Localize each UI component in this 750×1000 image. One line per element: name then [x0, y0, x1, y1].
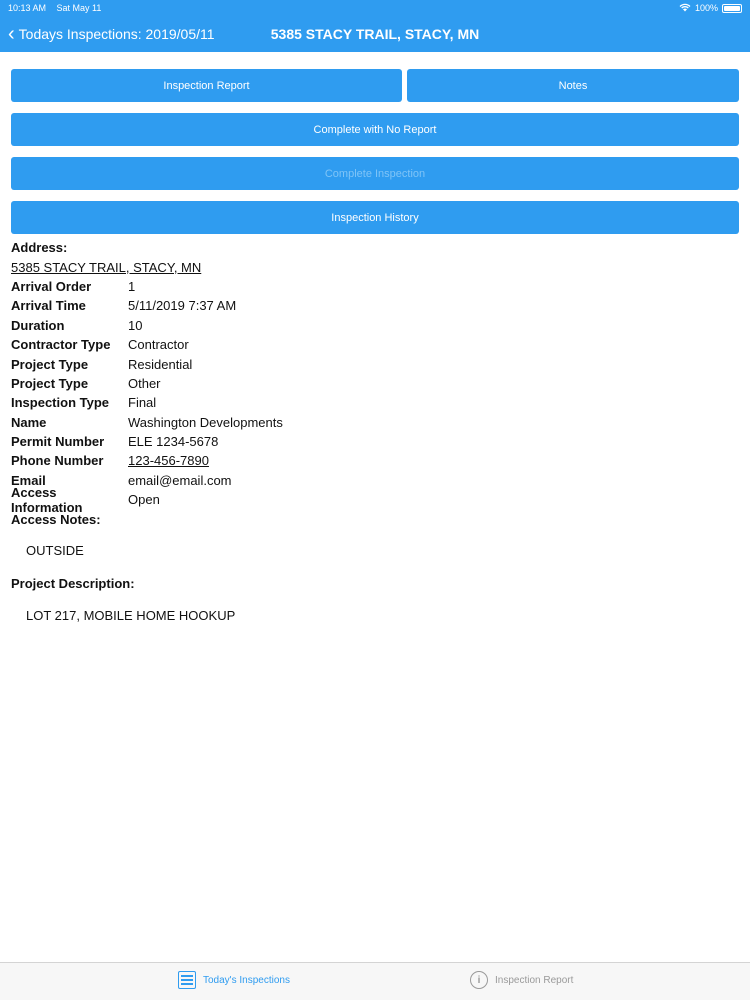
phone-number-link[interactable]: 123-456-7890: [128, 453, 209, 469]
detail-label: Access Information: [11, 484, 83, 515]
detail-label: Name: [11, 414, 47, 430]
access-notes-value: OUTSIDE: [26, 543, 84, 559]
wifi-icon: [679, 3, 691, 14]
battery-percent: 100%: [694, 3, 718, 13]
detail-label: Arrival Time: [11, 298, 86, 314]
detail-label: Phone Number: [11, 453, 104, 469]
project-description-label: Project Description:: [11, 576, 135, 592]
detail-label: Inspection Type: [11, 395, 109, 411]
detail-value: Residential: [128, 356, 193, 372]
detail-label: Permit Number: [11, 434, 105, 450]
detail-label: Arrival Order: [11, 278, 92, 294]
detail-row: [11, 484, 741, 515]
tab-inspection-report[interactable]: [470, 971, 573, 989]
tab-todays-inspections[interactable]: [178, 971, 290, 989]
access-notes-label-row: [11, 509, 741, 528]
disabled-action-button[interactable]: Complete Inspection: [11, 157, 739, 190]
detail-value: email@email.com: [128, 472, 232, 488]
status-date: Sat May 11: [56, 3, 102, 13]
status-left: [8, 3, 109, 13]
detail-row: [11, 413, 741, 432]
complete-no-report-button[interactable]: Complete with No Report: [11, 113, 739, 146]
detail-value: Washington Developments: [128, 414, 283, 430]
detail-row: [11, 277, 741, 296]
address-label-row: [11, 238, 741, 257]
project-description-value-row: [11, 598, 741, 632]
detail-value: 1: [128, 278, 136, 294]
detail-value: 10: [128, 317, 143, 333]
detail-value: Other: [128, 375, 161, 391]
detail-row: [11, 432, 741, 451]
project-description-value: LOT 217, MOBILE HOME HOOKUP: [26, 607, 236, 623]
access-notes-label: Access Notes:: [11, 511, 101, 527]
inspection-details: [11, 238, 741, 632]
detail-label: Project Type: [11, 356, 89, 372]
tab-bar: [0, 962, 750, 1000]
page-title: 5385 STACY TRAIL, STACY, MN: [270, 26, 480, 42]
tab-label: Inspection Report: [495, 974, 574, 986]
chevron-left-icon: ‹: [8, 23, 15, 45]
detail-label: Contractor Type: [11, 337, 111, 353]
detail-row: [11, 316, 741, 335]
nav-bar: [0, 16, 750, 52]
address-value-row: [11, 257, 741, 276]
detail-value: 5/11/2019 7:37 AM: [128, 298, 237, 314]
info-icon: i: [470, 971, 488, 989]
detail-row: [11, 335, 741, 354]
project-description-label-row: [11, 574, 741, 593]
detail-label: Duration: [11, 317, 65, 333]
detail-value: Contractor: [128, 337, 189, 353]
detail-value: Final: [128, 395, 157, 411]
detail-row: [11, 374, 741, 393]
notes-button[interactable]: Notes: [407, 69, 739, 102]
inspection-history-button[interactable]: Inspection History: [11, 201, 739, 234]
tab-label: Today's Inspections: [203, 974, 290, 986]
detail-value: Open: [128, 492, 160, 508]
detail-value: ELE 1234-5678: [128, 434, 219, 450]
detail-row: [11, 354, 741, 373]
document-list-icon: [178, 971, 196, 989]
address-link[interactable]: 5385 STACY TRAIL, STACY, MN: [11, 259, 202, 275]
back-label: Todays Inspections: 2019/05/11: [18, 26, 215, 42]
access-notes-value-row: [11, 534, 741, 568]
status-bar: [0, 0, 750, 16]
battery-icon: [722, 4, 742, 13]
detail-row: [11, 393, 741, 412]
status-right: [679, 3, 742, 14]
detail-label: Project Type: [11, 375, 89, 391]
detail-label: Email: [11, 472, 46, 488]
status-time: 10:13 AM: [8, 3, 47, 13]
detail-row: [11, 451, 741, 470]
inspection-report-button[interactable]: Inspection Report: [11, 69, 402, 102]
detail-row: [11, 296, 741, 315]
address-label: Address:: [11, 240, 68, 256]
